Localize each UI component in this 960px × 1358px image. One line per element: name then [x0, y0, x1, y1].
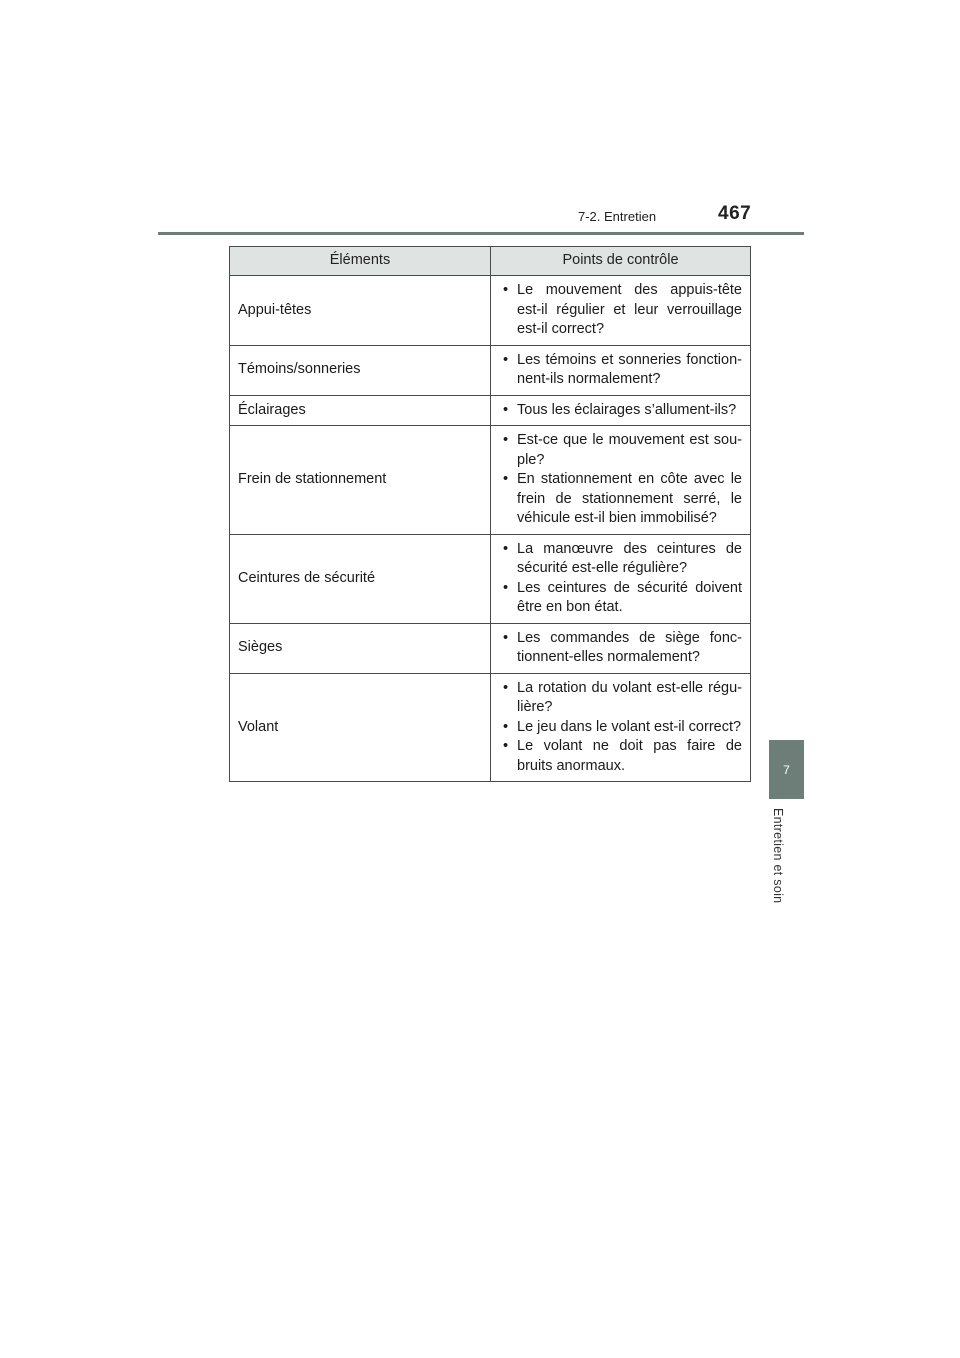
checkpoint-cell: [491, 534, 751, 623]
table-header-row: [230, 247, 751, 276]
item-cell: Témoins/sonneries: [230, 345, 491, 395]
checkpoint-list: [499, 679, 742, 777]
checkpoint-list: [499, 431, 742, 529]
checkpoint-list: [499, 401, 742, 421]
checkpoint-cell: [491, 276, 751, 346]
item-cell: Sièges: [230, 623, 491, 673]
chapter-number: 7: [783, 762, 790, 777]
header-divider: [158, 232, 804, 235]
checkpoint-item: • Est-ce que le mouvement est souple?: [499, 431, 742, 470]
item-cell: Éclairages: [230, 395, 491, 426]
checkpoint-item: • Le jeu dans le volant est-il correct?: [499, 718, 742, 738]
chapter-title: Entretien et soin: [771, 808, 785, 904]
table-row: [230, 276, 751, 346]
checkpoint-item: • Les ceintures de sécurité doivent être en bon état.: [499, 579, 742, 618]
checkpoint-list: [499, 540, 742, 618]
table-row: [230, 395, 751, 426]
column-header-checkpoints: Points de contrôle: [491, 247, 751, 276]
checkpoint-list: [499, 281, 742, 340]
checkpoint-item: • Les témoins et sonneries fonctionnent-ils normalement?: [499, 351, 742, 390]
checkpoint-cell: [491, 395, 751, 426]
checkpoint-cell: [491, 623, 751, 673]
section-title: 7-2. Entretien: [578, 209, 657, 224]
table-body: [230, 276, 751, 782]
checkpoint-item: • La rotation du volant est-elle régulière?: [499, 679, 742, 718]
column-header-items: Éléments: [230, 247, 491, 276]
page-number: 467: [718, 203, 752, 224]
inspection-table: [229, 246, 751, 782]
table-row: [230, 534, 751, 623]
table-row: [230, 426, 751, 535]
item-cell: Appui-têtes: [230, 276, 491, 346]
checkpoint-item: • Le mouvement des appuis-tête est-il régulier et leur verrouillage est-il correct?: [499, 281, 742, 340]
item-cell: Frein de stationnement: [230, 426, 491, 535]
checkpoint-list: [499, 629, 742, 668]
table-row: [230, 673, 751, 782]
checkpoint-item: • Le volant ne doit pas faire de bruits anormaux.: [499, 737, 742, 776]
checkpoint-item: • En stationnement en côte avec le frein de stationnement serré, le véhicule est-il bien immobilisé?: [499, 470, 742, 529]
checkpoint-item: • Tous les éclairages s’allument-ils?: [499, 401, 742, 421]
checkpoint-cell: [491, 426, 751, 535]
item-cell: Volant: [230, 673, 491, 782]
item-cell: Ceintures de sécurité: [230, 534, 491, 623]
table-row: [230, 345, 751, 395]
chapter-tab[interactable]: [769, 740, 804, 799]
checkpoint-item: • La manœuvre des ceintures de sécurité est-elle régulière?: [499, 540, 742, 579]
checkpoint-cell: [491, 673, 751, 782]
checkpoint-item: • Les commandes de siège fonctionnent-elles normalement?: [499, 629, 742, 668]
checkpoint-list: [499, 351, 742, 390]
table-row: [230, 623, 751, 673]
checkpoint-cell: [491, 345, 751, 395]
